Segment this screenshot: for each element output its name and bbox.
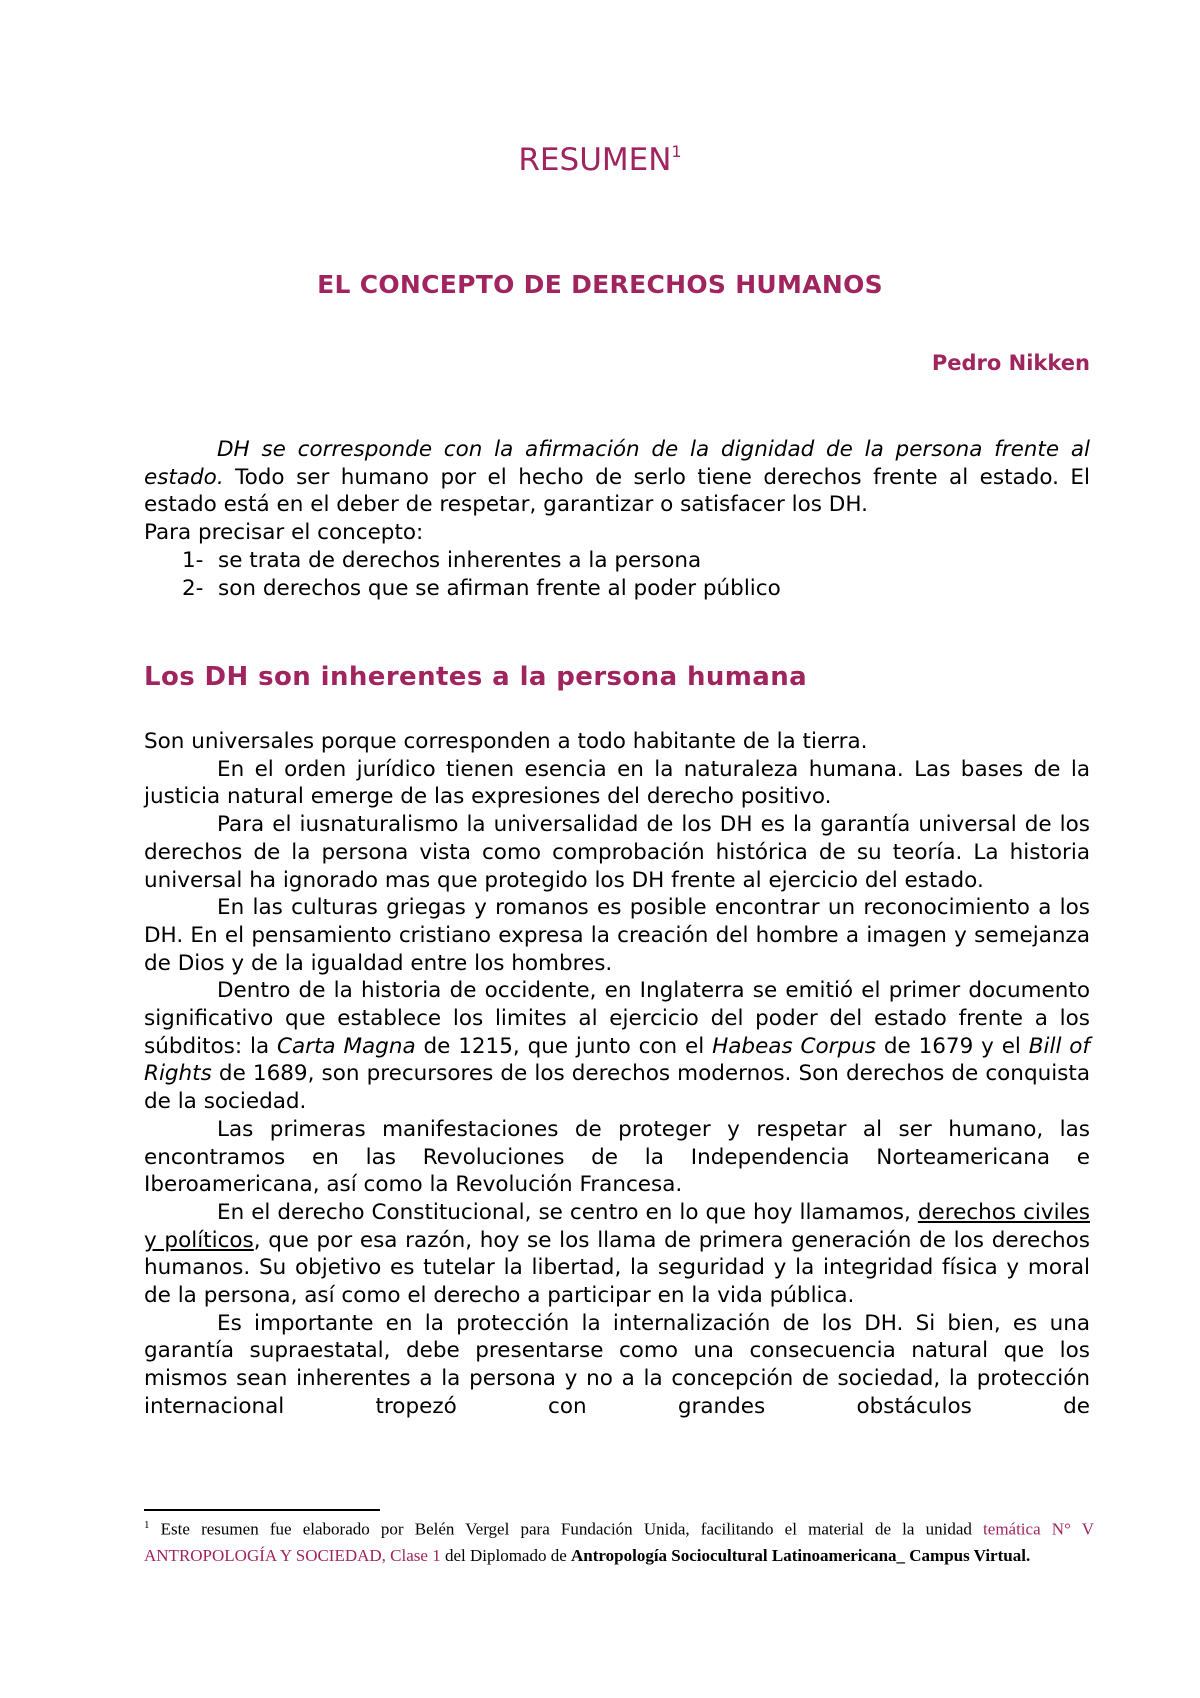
page-title	[0, 142, 1200, 178]
document-subtitle: EL CONCEPTO DE DERECHOS HUMANOS	[317, 270, 883, 299]
footnote-text-b: del Diplomado de	[440, 1545, 572, 1565]
footnote-separator	[144, 1509, 380, 1511]
paragraph-4: En las culturas griegas y romanos es posible encontrar un reconocimiento a los DH. En el pensamiento cristiano expresa la creación del hombre a imagen y semejanza de Dios y de la igualdad entre los hombres.	[144, 895, 1090, 976]
title-text: RESUMEN	[518, 142, 672, 178]
paragraph-2: En el orden jurídico tienen esencia en la naturaleza humana. Las bases de la justicia natural emerge de las expresiones del derecho positivo.	[144, 756, 1090, 810]
p7-text-b: , que por esa razón, hoy se los llama de primera generación de los derechos humanos. Su objetivo es tutelar la libertad, la seguridad y la integridad física y moral de la persona, así como el derecho a participar en la vida pública.	[144, 1227, 1090, 1309]
p7-text-a: En el derecho Constitucional, se centro en lo que hoy llamamos,	[217, 1199, 918, 1225]
carta-magna: Carta Magna	[276, 1033, 416, 1059]
footnote-number: 1	[144, 1519, 150, 1531]
footnote	[144, 1512, 1094, 1569]
bill-of-rights: Bill of Rights	[144, 1033, 1090, 1087]
list-item-text: son derechos que se afirman frente al poder público	[218, 575, 781, 601]
footnote-course-name: Antropología Sociocultural Latinoamericana_ Campus Virtual.	[571, 1545, 1031, 1565]
paragraph-1: Son universales porque corresponden a todo habitante de la tierra.	[144, 729, 868, 754]
list-intro: Para precisar el concepto:	[144, 520, 424, 546]
p5-text-b: de 1215, que junto con el	[415, 1033, 713, 1059]
p5-text-c: de 1679 y el	[876, 1033, 1029, 1059]
paragraph-6: Las primeras manifestaciones de proteger y respetar al ser humano, las encontramos en las Revoluciones de la Independencia Norteamericana e Iberoamericana, así como la Revolución Francesa.	[144, 1116, 1090, 1198]
underlined-phrase: derechos civiles y políticos	[144, 1199, 1091, 1253]
paragraph-3: Para el iusnaturalismo la universalidad de los DH es la garantía universal de los derechos de la persona vista como comprobación histórica de su teoría. La historia universal ha ignorado mas que protegido los DH frente al ejercicio del estado.	[144, 812, 1090, 893]
paragraph-5	[144, 977, 1090, 1116]
paragraph-8: Es importante en la protección la internalización de los DH. Si bien, es una garantía supraestatal, debe presentarse como una consecuencia natural que los mismos sean inherentes a la persona y no a la concepción de sociedad, la protección internacional tropezó con grandes obstáculos de	[144, 1310, 1090, 1419]
paragraph-7	[144, 1199, 1090, 1310]
intro-italic: DH se corresponde con la afirmación de la dignidad de la persona frente al estado.	[144, 437, 1090, 490]
author-name: Pedro Nikken	[931, 351, 1090, 375]
section-body	[144, 728, 1090, 1421]
footnote-text-a: Este resumen fue elaborado por Belén Vergel para Fundación Unida, facilitando el material de la unidad	[149, 1519, 984, 1539]
p5-text-a: Dentro de la historia de occidente, en Inglaterra se emitió el primer documento significativo que establece los limites al ejercicio del poder del estado frente a los súbditos: la	[144, 978, 1090, 1059]
habeas-corpus: Habeas Corpus	[712, 1033, 876, 1059]
list-item-number: 1-	[182, 547, 204, 573]
list-item-text: se trata de derechos inherentes a la persona	[218, 547, 702, 573]
concept-list	[144, 547, 1090, 602]
intro-paragraph	[144, 436, 1090, 519]
footnote-unit-reference: temática N° V ANTROPOLOGÍA Y SOCIEDAD, Clase 1	[144, 1519, 1095, 1565]
list-item-number: 2-	[182, 575, 204, 601]
p5-text-d: de 1689, son precursores de los derechos modernos. Son derechos de conquista de la sociedad.	[144, 1061, 1090, 1115]
section-heading: Los DH son inherentes a la persona humana	[144, 662, 808, 692]
title-footnote-ref: 1	[671, 142, 682, 161]
intro-block	[144, 436, 1090, 602]
intro-rest: Todo ser humano por el hecho de serlo tiene derechos frente al estado. El estado está en el deber de respetar, garantizar o satisfacer los DH.	[144, 464, 1090, 518]
list-item	[144, 575, 1090, 603]
list-item	[144, 547, 1090, 575]
